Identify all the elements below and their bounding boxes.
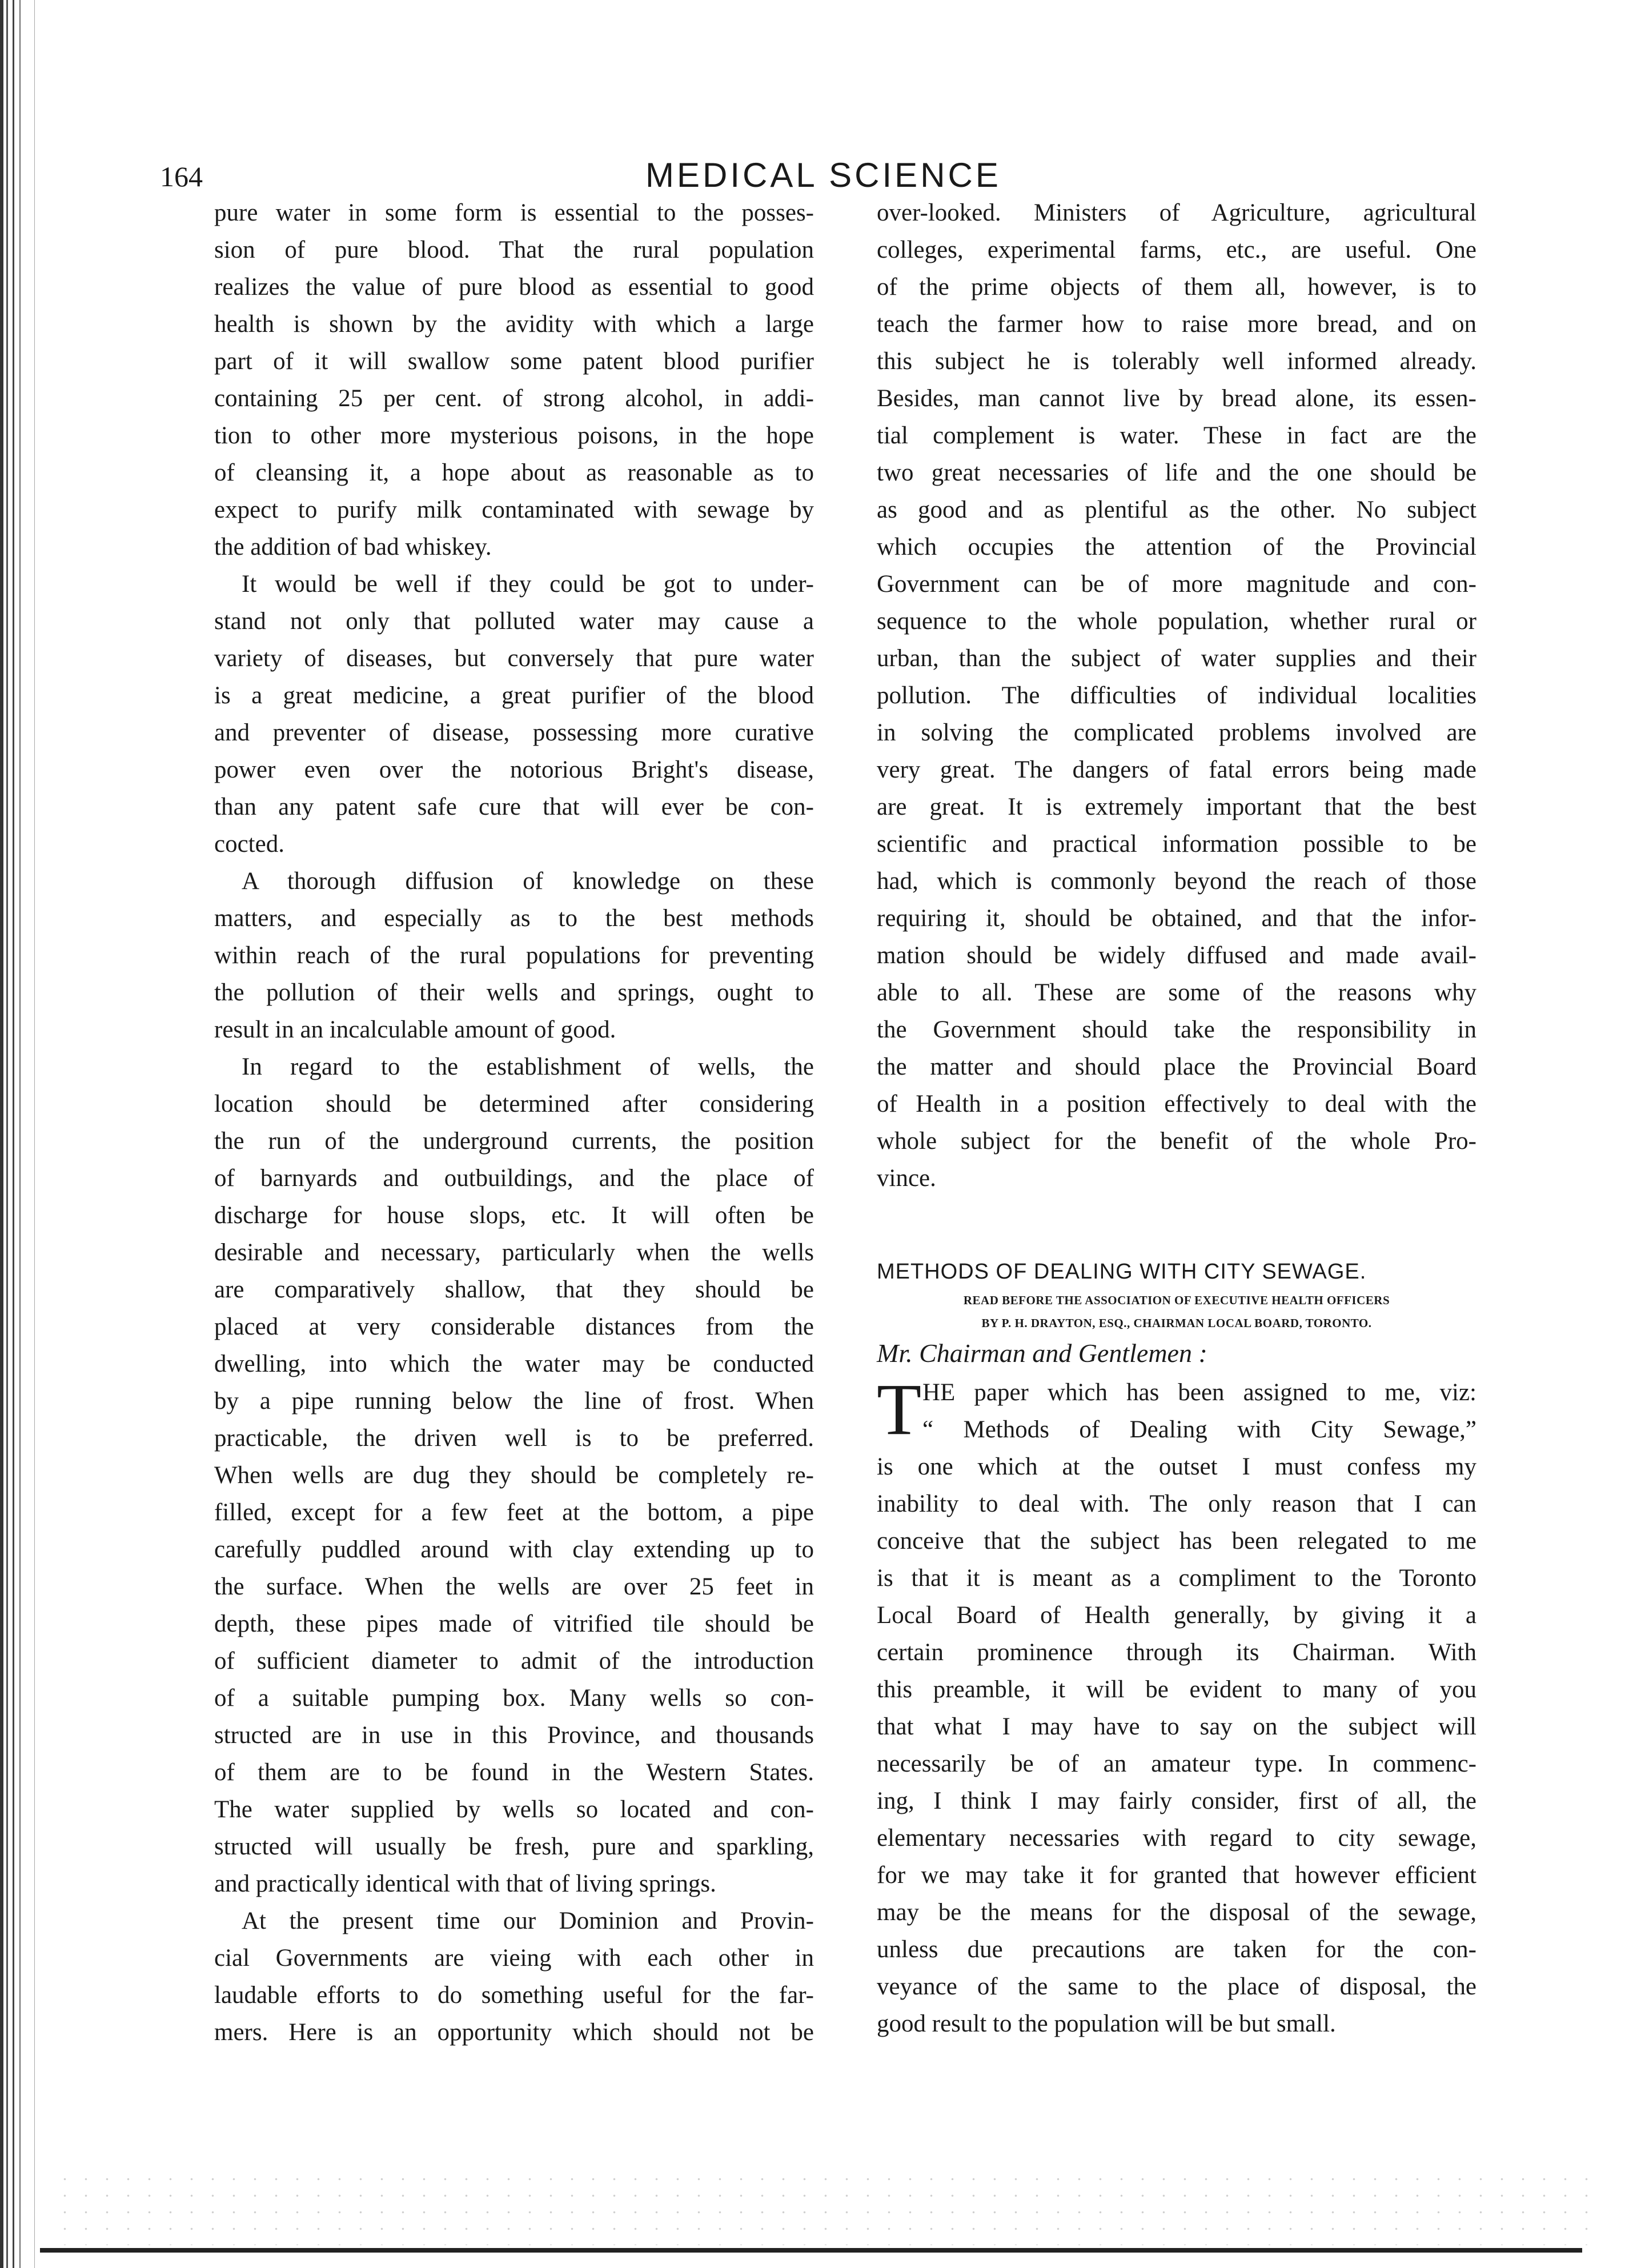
running-head: MEDICAL SCIENCE xyxy=(645,156,1001,194)
article-subtitle: READ BEFORE THE ASSOCIATION OF EXECUTIVE HEALTH OFFICERS xyxy=(963,1293,1390,1307)
text-line: scientific and practical information possible to be xyxy=(877,831,1476,857)
text-line: Local Board of Health generally, by giving it a xyxy=(877,1602,1476,1629)
text-line: HE paper which has been assigned to me, viz: xyxy=(922,1379,1476,1406)
paragraph xyxy=(877,194,1476,1197)
text-line: variety of diseases, but conversely that pure water xyxy=(214,645,814,672)
text-line: realizes the value of pure blood as essential to good xyxy=(214,274,814,300)
text-line: in solving the complicated problems involved are xyxy=(877,719,1476,746)
text-line: the pollution of their wells and springs, ought to xyxy=(214,979,814,1006)
text-line: of Health in a position effectively to deal with the xyxy=(877,1091,1476,1117)
text-line: inability to deal with. The only reason that I can xyxy=(877,1490,1476,1517)
scan-noise xyxy=(54,2171,1596,2245)
text-line: had, which is commonly beyond the reach of those xyxy=(877,868,1476,895)
text-line: is a great medicine, a great purifier of the blood xyxy=(214,682,814,709)
text-line: of barnyards and outbuildings, and the place of xyxy=(214,1165,814,1192)
drop-cap: T xyxy=(877,1369,922,1450)
text-line: colleges, experimental farms, etc., are useful. One xyxy=(877,237,1476,263)
text-line: necessarily be of an amateur type. In commenc- xyxy=(877,1750,1476,1777)
text-line: the surface. When the wells are over 25 feet in xyxy=(214,1573,814,1600)
paragraph xyxy=(214,1048,814,1902)
text-line: of them are to be found in the Western States. xyxy=(214,1759,814,1786)
text-line: unless due precautions are taken for the con- xyxy=(877,1936,1476,1963)
text-line: are great. It is extremely important that the best xyxy=(877,794,1476,820)
article-title: METHODS OF DEALING WITH CITY SEWAGE. xyxy=(877,1260,1367,1284)
scanned-binding-edge xyxy=(0,0,54,2268)
text-line: practicable, the driven well is to be preferred. xyxy=(214,1425,814,1452)
text-line: for we may take it for granted that however efficient xyxy=(877,1862,1476,1889)
text-line: tion to other more mysterious poisons, in the hope xyxy=(214,422,814,449)
text-line: this preamble, it will be evident to many of you xyxy=(877,1676,1476,1703)
text-line: dwelling, into which the water may be conducted xyxy=(214,1351,814,1377)
text-line: discharge for house slops, etc. It will often be xyxy=(214,1202,814,1229)
text-line: desirable and necessary, particularly when the wells xyxy=(214,1239,814,1266)
text-line: may be the means for the disposal of the sewage, xyxy=(877,1899,1476,1926)
text-line: which occupies the attention of the Provincial xyxy=(877,534,1476,560)
text-line: very great. The dangers of fatal errors being made xyxy=(877,756,1476,783)
text-line: At the present time our Dominion and Provin- xyxy=(242,1908,814,1934)
text-line: than any patent safe cure that will ever be con- xyxy=(214,794,814,820)
text-line: power even over the notorious Bright's disease, xyxy=(214,756,814,783)
text-line: good result to the population will be but small. xyxy=(877,2010,1336,2037)
page-bottom-edge xyxy=(40,2248,1582,2253)
text-line: When wells are dug they should be completely re- xyxy=(214,1462,814,1489)
text-line: mers. Here is an opportunity which should not be xyxy=(214,2019,814,2046)
text-line: of sufficient diameter to admit of the introduction xyxy=(214,1648,814,1674)
text-line: certain prominence through its Chairman. With xyxy=(877,1639,1476,1666)
text-line: In regard to the establishment of wells, the xyxy=(242,1053,814,1080)
text-line: requiring it, should be obtained, and that the infor- xyxy=(877,905,1476,932)
left-column xyxy=(214,194,814,2051)
text-line: elementary necessaries with regard to city sewage, xyxy=(877,1825,1476,1852)
text-line: this subject he is tolerably well informed already. xyxy=(877,348,1476,375)
text-line: structed are in use in this Province, and thousands xyxy=(214,1722,814,1749)
text-line: part of it will swallow some patent blood purifier xyxy=(214,348,814,375)
text-line: teach the farmer how to raise more bread, and on xyxy=(877,311,1476,338)
paragraph xyxy=(214,1902,814,2051)
text-line: carefully puddled around with clay extending up to xyxy=(214,1536,814,1563)
text-line: of a suitable pumping box. Many wells so con- xyxy=(214,1685,814,1712)
text-line: sequence to the whole population, whether rural or xyxy=(877,608,1476,635)
text-line: and preventer of disease, possessing more curative xyxy=(214,719,814,746)
text-line: the addition of bad whiskey. xyxy=(214,534,492,560)
text-line: structed will usually be fresh, pure and sparkling, xyxy=(214,1833,814,1860)
text-line: It would be well if they could be got to under- xyxy=(242,571,814,598)
paragraph xyxy=(214,566,814,863)
paragraph xyxy=(214,863,814,1048)
text-line: two great necessaries of life and the one should be xyxy=(877,459,1476,486)
text-line: the matter and should place the Provincial Board xyxy=(877,1053,1476,1080)
text-line: stand not only that polluted water may cause a xyxy=(214,608,814,635)
article-body xyxy=(877,1369,1476,2042)
text-line: cial Governments are vieing with each other in xyxy=(214,1945,814,1972)
text-line: the Government should take the responsibility in xyxy=(877,1016,1476,1043)
text-line: tial complement is water. These in fact are the xyxy=(877,422,1476,449)
text-line: is one which at the outset I must confess my xyxy=(877,1453,1476,1480)
right-column xyxy=(877,194,1476,1197)
text-line: location should be determined after considering xyxy=(214,1091,814,1117)
text-line: the run of the underground currents, the position xyxy=(214,1128,814,1155)
text-line: are comparatively shallow, that they should be xyxy=(214,1276,814,1303)
text-line: that what I may have to say on the subject will xyxy=(877,1713,1476,1740)
text-line: mation should be widely diffused and made avail- xyxy=(877,942,1476,969)
text-line: health is shown by the avidity with which a large xyxy=(214,311,814,338)
text-line: Besides, man cannot live by bread alone, its essen- xyxy=(877,385,1476,412)
text-line: A thorough diffusion of knowledge on these xyxy=(242,868,814,895)
text-line: laudable efforts to do something useful for the far- xyxy=(214,1982,814,2009)
text-line: as good and as plentiful as the other. No subject xyxy=(877,496,1476,523)
text-line: “ Methods of Dealing with City Sewage,” xyxy=(922,1416,1476,1443)
page-number: 164 xyxy=(160,161,203,193)
text-line: placed at very considerable distances from the xyxy=(214,1313,814,1340)
salutation: Mr. Chairman and Gentlemen : xyxy=(877,1339,1207,1368)
article-byline: BY P. H. DRAYTON, ESQ., CHAIRMAN LOCAL BOARD, TORONTO. xyxy=(981,1316,1372,1330)
text-line: sion of pure blood. That the rural population xyxy=(214,237,814,263)
paragraph xyxy=(214,194,814,566)
text-line: whole subject for the benefit of the whole Pro- xyxy=(877,1128,1476,1155)
text-line: Government can be of more magnitude and con- xyxy=(877,571,1476,598)
text-line: The water supplied by wells so located and con- xyxy=(214,1796,814,1823)
text-line: by a pipe running below the line of frost. When xyxy=(214,1388,814,1415)
text-line: conceive that the subject has been relegated to me xyxy=(877,1528,1476,1554)
text-line: containing 25 per cent. of strong alcohol, in addi- xyxy=(214,385,814,412)
text-line: over-looked. Ministers of Agriculture, agricultural xyxy=(877,199,1476,226)
text-line: pollution. The difficulties of individual localities xyxy=(877,682,1476,709)
text-line: filled, except for a few feet at the bottom, a pipe xyxy=(214,1499,814,1526)
text-line: of the prime objects of them all, however, is to xyxy=(877,274,1476,300)
text-line: cocted. xyxy=(214,831,284,857)
text-line: within reach of the rural populations for preventing xyxy=(214,942,814,969)
text-line: matters, and especially as to the best methods xyxy=(214,905,814,932)
text-line: is that it is meant as a compliment to the Toronto xyxy=(877,1565,1476,1592)
text-line: pure water in some form is essential to the posses- xyxy=(214,199,814,226)
text-line: vince. xyxy=(877,1165,936,1192)
text-line: ing, I think I may fairly consider, first of all, the xyxy=(877,1788,1476,1814)
text-line: expect to purify milk contaminated with sewage by xyxy=(214,496,814,523)
text-line: of cleansing it, a hope about as reasonable as to xyxy=(214,459,814,486)
text-line: veyance of the same to the place of disposal, the xyxy=(877,1973,1476,2000)
text-line: urban, than the subject of water supplies and their xyxy=(877,645,1476,672)
text-line: result in an incalculable amount of good. xyxy=(214,1016,616,1043)
article-section xyxy=(877,1260,1476,2042)
text-line: depth, these pipes made of vitrified tile should be xyxy=(214,1610,814,1637)
text-line: able to all. These are some of the reasons why xyxy=(877,979,1476,1006)
text-line: and practically identical with that of living springs. xyxy=(214,1870,716,1897)
